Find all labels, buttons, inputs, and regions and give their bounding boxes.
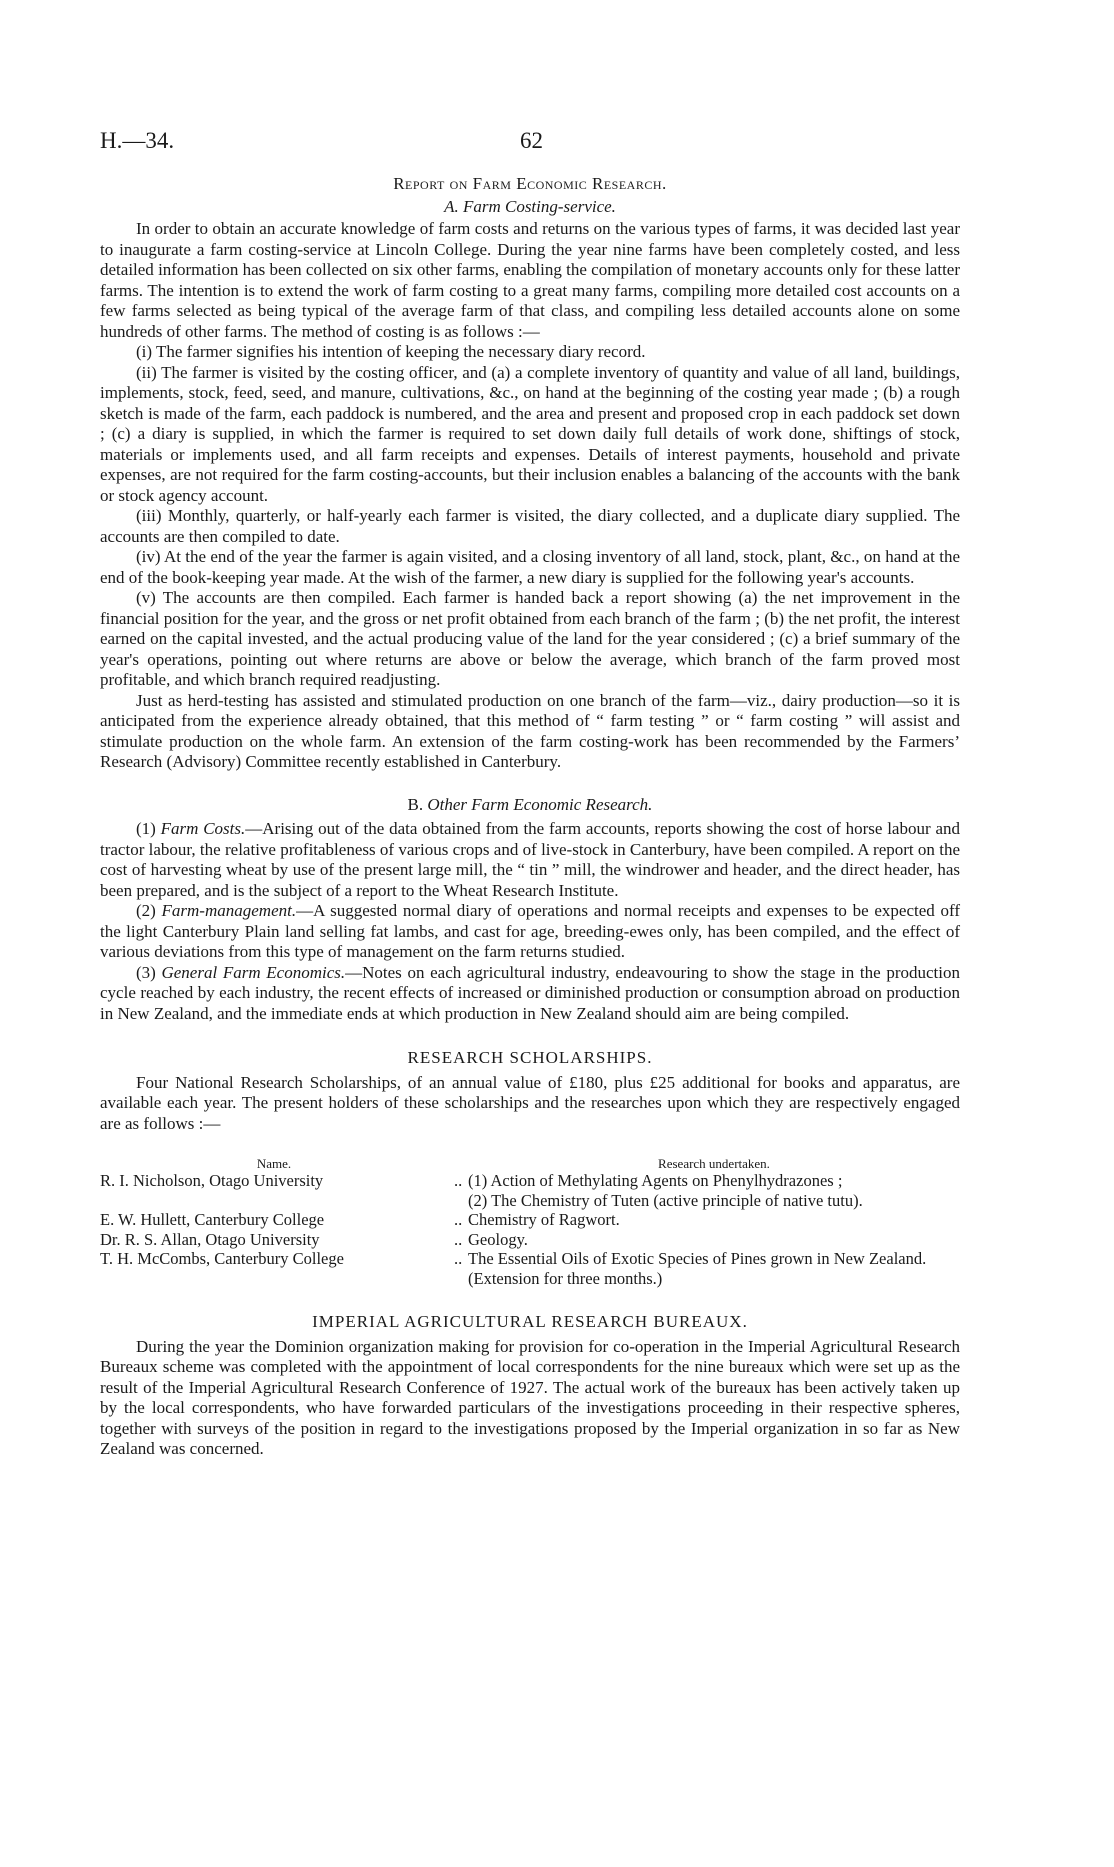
research-item-farm-costs [100,819,960,901]
column-header-research: Research undertaken. [658,1156,770,1171]
section-a-heading: A. Farm Costing-service. [444,196,616,216]
holder-name: T. H. McCombs, Canterbury College [100,1249,344,1268]
leader-dots: .. [454,1171,463,1190]
section-b-title: Other Farm Economic Research. [427,794,653,814]
costing-step-2: (ii) The farmer is visited by the costing officer, and (a) a complete inventory of quantity and value of all land, buildings, implements, stock, feed, seed, and manure, cultivations, &c., on hand at the beginning of the costing year made ; (b) a rough sketch is made of the farm, each paddock is numbered, and the area and present and proposed crop in each paddock set down ; (c) a diary is supplied, in which the farmer is required to set down daily full details of work done, shiftings of stock, materials or implements used, and all farm receipts and expenses. Details of interest payments, household and private expenses, are not required for the farm costing-accounts, but their inclusion enables a balancing of the accounts with the bank or stock agency account. [100,362,960,505]
research-line: Geology. [468,1229,528,1249]
research-line: (2) The Chemistry of Tuten (active principle of native tutu). [468,1190,863,1210]
page-header [100,128,960,160]
page-number: 62 [520,128,543,153]
scholarships-table [100,1156,960,1288]
costing-step-3: (iii) Monthly, quarterly, or half-yearly each farmer is visited, the diary collected, and a duplicate diary supplied. The accounts are then compiled to date. [100,506,960,546]
item-title: General Farm Economics. [161,962,346,982]
research-item-farm-management [100,901,960,963]
bureaux-heading: IMPERIAL AGRICULTURAL RESEARCH BUREAUX. [312,1312,748,1331]
item-title: Farm Costs. [160,819,246,838]
item-text: —Arising out of the data obtained from the farm accounts, reports showing the cost of horse labour and tractor labour, the relative profitableness of various crops and of live-stock in Canterbury, have been compiled. A report on the cost of harvesting wheat by use of the present large mill, the “ tin ” mill, the windrower and header, and the direct header, has been prepared, and is the subject of a report to the Wheat Research Institute. [100,819,960,900]
costing-step-5: (v) The accounts are then compiled. Each farmer is handed back a report showing (a) the net improvement in the financial position for the year, and the gross or net profit obtained from each branch of the farm ; (b) the net profit, the interest earned on the capital invested, and the actual producing value of the land for the year considered ; (c) a brief summary of the year's operations, pointing out where returns are above or below the average, which branch of the farm proved most profitable, and which branch required readjusting. [100,588,960,689]
section-a-intro: In order to obtain an accurate knowledge of farm costs and returns on the various types of farms, it was decided last year to inaugurate a farm costing-service at Lincoln College. During the year nine farms have been completely costed, and less detailed information has been collected on six other farms, enabling the compilation of monetary accounts only for these latter farms. The intention is to extend the work of farm costing to a great many farms, compiling more detailed cost accounts on a few farms selected as being typical of the average farm of that class, and compiling less detailed accounts alone on some hundreds of other farms. The method of costing is as follows :— [100,219,960,341]
section-a-closing: Just as herd-testing has assisted and stimulated production on one branch of the farm—viz., dairy production—so it is anticipated from the experience already obtained, that this method of “ farm testing ” or “ farm costing ” will assist and stimulate production on the whole farm. An extension of the farm costing-work has been recommended by the Farmers’ Research (Advisory) Committee recently established in Canterbury. [100,690,960,771]
item-number: (2) [136,901,156,920]
research-item-general-economics [100,963,960,1025]
costing-step-1: (i) The farmer signifies his intention of keeping the necessary diary record. [136,342,646,361]
leader-dots: .. [454,1210,463,1229]
research-cell [468,1171,960,1210]
report-title: Report on Farm Economic Research. [393,174,667,193]
item-text: —A suggested normal diary of operations and normal receipts and expenses to be expected off the light Canterbury Plain land selling fat lambs, and cast for age, breeding-ewes only, has been compiled, and the effect of various deviations from this type of management on the farm returns studied. [100,901,960,961]
item-number: (3) [136,962,156,982]
leader-dots: .. [454,1229,463,1249]
item-text: —Notes on each agricultural industry, endeavouring to show the stage in the production cycle reached by each industry, the recent effects of increased or diminished production or consumption abroad on production in New Zealand, and the immediate ends at which production in New Zealand should aim are being compiled. [100,962,960,1023]
holder-name: R. I. Nicholson, Otago University [100,1171,324,1190]
scholarships-intro: Four National Research Scholarships, of an annual value of £180, plus £25 additional for books and apparatus, are available each year. The present holders of these scholarships and the researches upon which they are respectively engaged are as follows :— [100,1072,960,1133]
page-content [100,174,960,1460]
column-header-name: Name. [256,1156,292,1171]
document-code: H.—34. [100,128,175,153]
scholarships-heading: RESEARCH SCHOLARSHIPS. [407,1048,653,1067]
leader-dots: .. [454,1249,463,1268]
costing-step-4: (iv) At the end of the year the farmer is again visited, and a closing inventory of all land, stock, plant, &c., on hand at the end of the book-keeping year made. At the wish of the farmer, a new diary is supplied for the following year's accounts. [100,547,960,587]
section-b-prefix: B. [407,794,424,814]
bureaux-text: During the year the Dominion organization making for provision for co-operation in the Imperial Agricultural Research Bureaux scheme was completed with the appointment of local correspondents for the nine bureaux which were set up as the result of the Imperial Agricultural Research Conference of 1927. The actual work of the bureaux has been actively taken up by the local correspondents, who have forwarded particulars of the investigations proceeding in their respective spheres, together with surveys of the position in regard to the investigations proposed by the Imperial organization in so far as New Zealand was concerned. [100,1336,960,1458]
research-line: The Essential Oils of Exotic Species of Pines grown in New Zealand. (Extension for three months.) [468,1249,927,1288]
research-line: Chemistry of Ragwort. [468,1210,620,1229]
holder-name: E. W. Hullett, Canterbury College [100,1210,325,1229]
section-b-heading [100,795,960,816]
research-line: (1) Action of Methylating Agents on Phenylhydrazones ; [468,1171,843,1190]
item-number: (1) [136,819,156,838]
item-title: Farm-management. [161,901,297,920]
holder-name: Dr. R. S. Allan, Otago University [100,1229,320,1249]
